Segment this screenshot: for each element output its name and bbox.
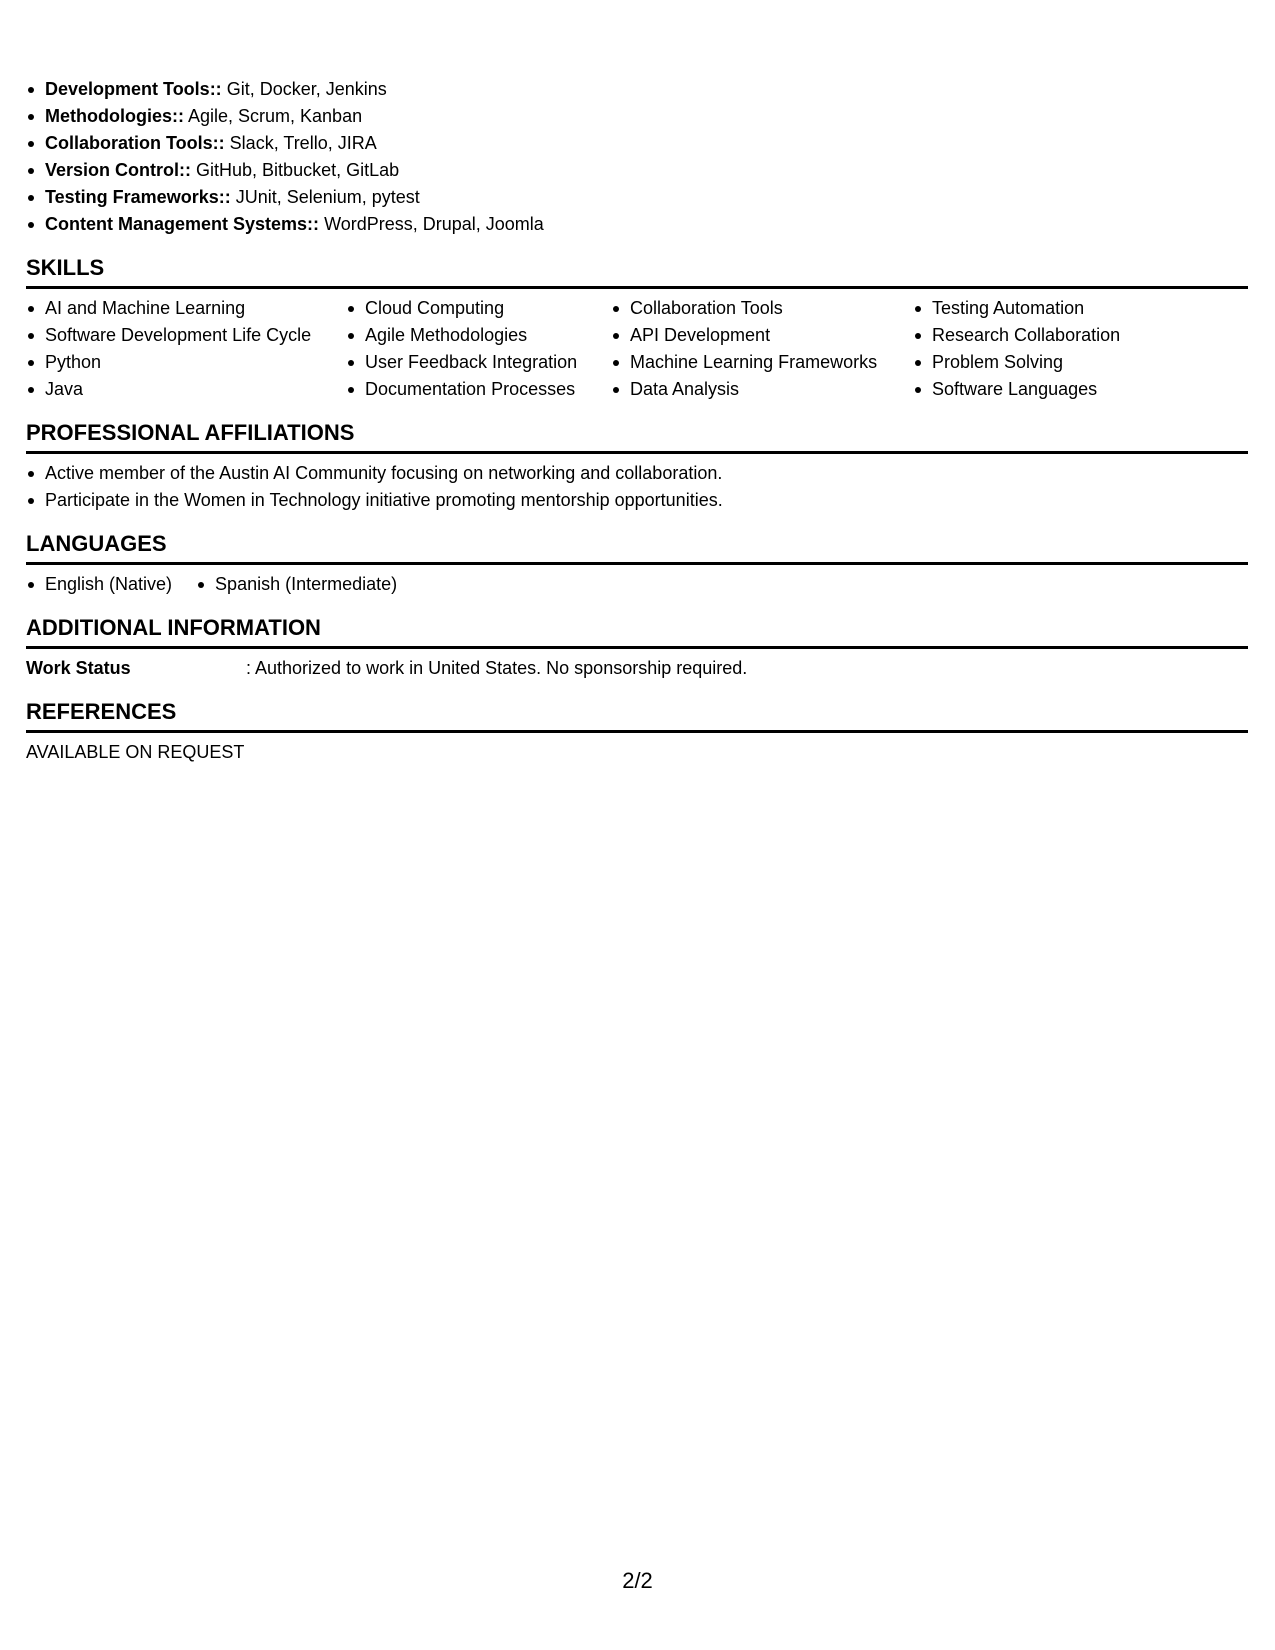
list-item: Java — [26, 376, 346, 403]
list-item: English (Native) — [26, 571, 172, 598]
list-item: Content Management Systems:: WordPress, Drupal, Joomla — [26, 211, 1248, 238]
list-item: Cloud Computing — [346, 295, 611, 322]
list-item: Software Development Life Cycle — [26, 322, 346, 349]
affiliations-heading: PROFESSIONAL AFFILIATIONS — [26, 419, 1248, 454]
skills-column — [26, 295, 346, 403]
references-heading: REFERENCES — [26, 698, 1248, 733]
list-item: Spanish (Intermediate) — [196, 571, 397, 598]
resume-page — [26, 76, 1248, 766]
list-item: Data Analysis — [611, 376, 913, 403]
skills-column — [611, 295, 913, 403]
list-item: Methodologies:: Agile, Scrum, Kanban — [26, 103, 1248, 130]
page-number: 2/2 — [622, 1568, 653, 1593]
references-text: AVAILABLE ON REQUEST — [26, 742, 245, 762]
skills-heading: SKILLS — [26, 254, 1248, 289]
list-item: Agile Methodologies — [346, 322, 611, 349]
list-item: Active member of the Austin AI Community focusing on networking and collaboration. — [26, 460, 1248, 487]
list-item: Python — [26, 349, 346, 376]
work-status-value: : Authorized to work in United States. No sponsorship required. — [246, 658, 748, 678]
skills-grid — [26, 295, 1248, 403]
list-item: Testing Automation — [913, 295, 1233, 322]
work-status-row — [26, 655, 1248, 682]
list-item: Software Languages — [913, 376, 1233, 403]
skills-column — [346, 295, 611, 403]
list-item: Testing Frameworks:: JUnit, Selenium, pytest — [26, 184, 1248, 211]
list-item: Collaboration Tools:: Slack, Trello, JIRA — [26, 130, 1248, 157]
list-item: Documentation Processes — [346, 376, 611, 403]
list-item: Problem Solving — [913, 349, 1233, 376]
skills-column — [913, 295, 1233, 403]
list-item: Participate in the Women in Technology initiative promoting mentorship opportunities. — [26, 487, 1248, 514]
work-status-label: Work Status — [26, 658, 131, 678]
list-item: Collaboration Tools — [611, 295, 913, 322]
list-item: Development Tools:: Git, Docker, Jenkins — [26, 76, 1248, 103]
affiliations-list — [26, 460, 1248, 514]
languages-list — [26, 571, 1248, 598]
additional-info-heading: ADDITIONAL INFORMATION — [26, 614, 1248, 649]
list-item: User Feedback Integration — [346, 349, 611, 376]
list-item: Version Control:: GitHub, Bitbucket, GitLab — [26, 157, 1248, 184]
list-item: Machine Learning Frameworks — [611, 349, 913, 376]
languages-heading: LANGUAGES — [26, 530, 1248, 565]
list-item: API Development — [611, 322, 913, 349]
tools-list — [26, 76, 1248, 238]
list-item: Research Collaboration — [913, 322, 1233, 349]
list-item: AI and Machine Learning — [26, 295, 346, 322]
